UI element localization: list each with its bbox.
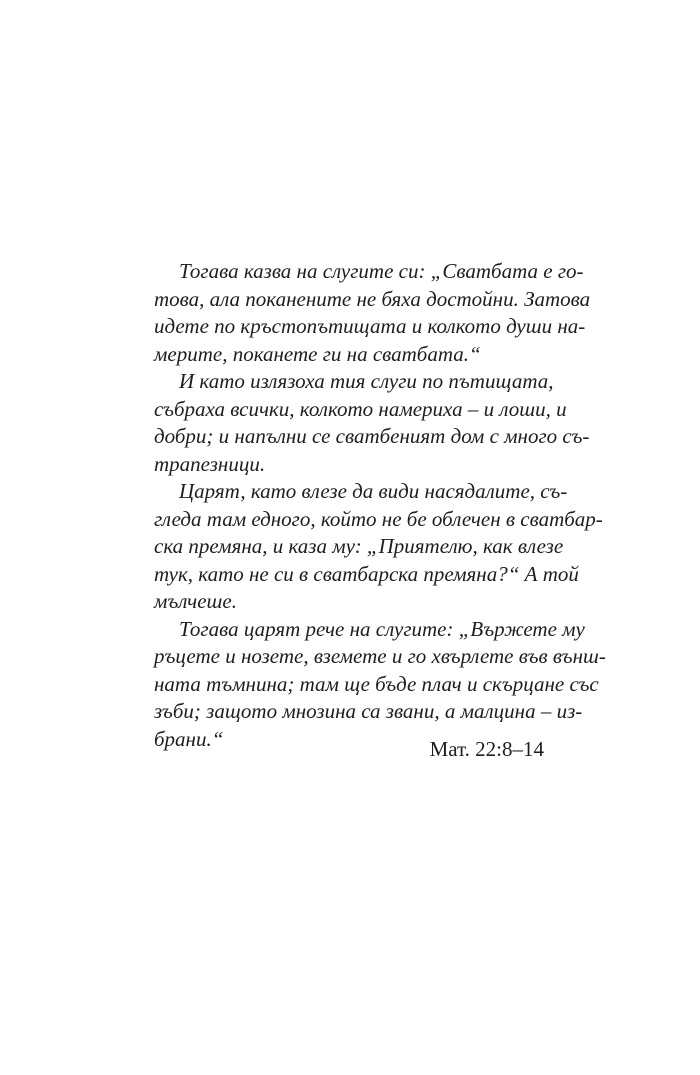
quote-line: ръцете и нозете, вземете и го хвърлете във външ- — [154, 644, 606, 668]
quote-line: И като излязоха тия слуги по пътищата, — [179, 369, 554, 393]
quote-line: Тогава царят рече на слугите: „Вържете му — [179, 616, 585, 641]
quote-line: ска премяна, и каза му: „Приятелю, как влезе — [154, 534, 564, 558]
quote-line: мерите, поканете ги на сватбата.“ — [154, 341, 481, 366]
quote-line: брани.“ — [154, 726, 224, 751]
quote-line: Тогава казва на слугите си: „Сватбата е го- — [179, 259, 584, 283]
quote-line: Царят, като влезе да види насядалите, съ- — [179, 479, 568, 503]
quote-line: събраха всички, колкото намериха – и лоши, и — [154, 396, 567, 421]
scripture-quote — [154, 258, 606, 753]
quote-line: това, ала поканените не бяха достойни. Затова — [154, 286, 591, 311]
quote-line: тук, като не си в сватбарска премяна?“ А той — [154, 561, 579, 586]
scripture-reference: Мат. 22:8–14 — [429, 737, 544, 761]
quote-line: ната тъмнина; там ще бъде плач и скърцане със — [154, 671, 599, 696]
quote-line: идете по кръстопътищата и колкото души на- — [154, 314, 586, 338]
quote-line: трапезници. — [154, 451, 266, 476]
quote-line: зъби; защото мнозина са звани, а малцина – из- — [154, 699, 583, 723]
quote-line: добри; и напълни се сватбеният дом с много съ- — [154, 424, 590, 448]
quote-line: гледа там едного, който не бе облечен в сватбар- — [154, 506, 603, 531]
quote-line: мълчеше. — [154, 589, 237, 613]
